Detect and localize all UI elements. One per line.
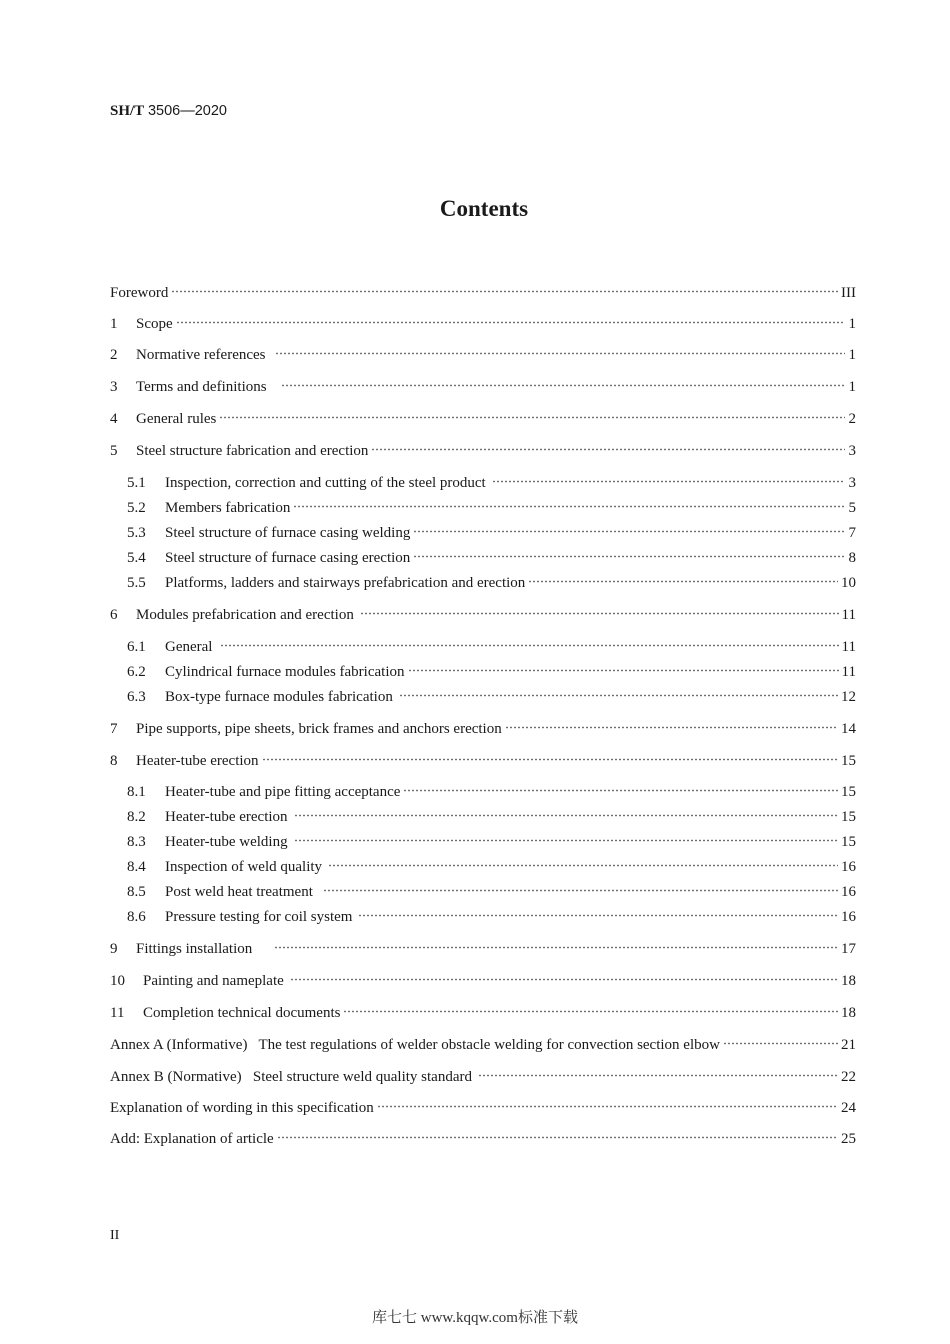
toc-entry-page: 17: [841, 941, 856, 957]
toc-entry-page: 1: [848, 347, 856, 363]
toc-entry-label: Inspection of weld quality: [165, 859, 323, 875]
toc-entry-label: Post weld heat treatment: [165, 884, 313, 900]
toc-entry-page: 11: [841, 664, 856, 680]
toc-entry-number: 6.1: [127, 639, 146, 655]
toc-entry-page: 22: [841, 1069, 856, 1085]
toc-entry-page: 11: [841, 639, 856, 655]
toc-entry-annex-a[interactable]: [110, 1035, 856, 1055]
toc-entry-10[interactable]: [110, 971, 856, 991]
toc-entry-number: 5.2: [127, 500, 146, 516]
toc-entry-label: Pressure testing for coil system: [165, 909, 353, 925]
toc-entry-page: 2: [848, 411, 856, 427]
toc-entry-label: Foreword: [110, 285, 169, 301]
toc-entry-5[interactable]: [110, 441, 856, 461]
toc-leader-dots: [413, 551, 845, 562]
toc-leader-dots: [274, 942, 838, 953]
toc-entry-label: Fittings installation: [136, 941, 253, 957]
toc-entry-label: General rules: [136, 411, 217, 427]
toc-entry-page: 15: [841, 834, 856, 850]
toc-entry-page: 5: [848, 500, 856, 516]
toc-entry-label: Add: Explanation of article: [110, 1131, 274, 1147]
toc-leader-dots: [723, 1038, 838, 1049]
toc-entry-number: 8.6: [127, 909, 146, 925]
toc-entry-1[interactable]: [110, 314, 856, 334]
toc-entry-3[interactable]: [110, 377, 856, 397]
toc-entry-number: 5.1: [127, 475, 146, 491]
toc-entry-number: 2: [110, 347, 118, 363]
toc-entry-page: 15: [841, 784, 856, 800]
toc-entry-number: 8.2: [127, 809, 146, 825]
toc-entry-page: 24: [841, 1100, 856, 1116]
toc-entry-number: 6: [110, 607, 118, 623]
toc-entry-number: 8.1: [127, 784, 146, 800]
toc-entry-page: 25: [841, 1131, 856, 1147]
toc-entry-number: 3: [110, 379, 118, 395]
toc-entry-label: Completion technical documents: [143, 1005, 341, 1021]
page-title: Contents: [439, 196, 529, 221]
toc-entry-5-2[interactable]: [127, 498, 856, 518]
toc-entry-page: 11: [841, 607, 856, 623]
toc-entry-page: 15: [841, 753, 856, 769]
toc-entry-label: Heater-tube welding: [165, 834, 288, 850]
toc-leader-dots: [219, 412, 845, 423]
toc-entry-explanation-wording[interactable]: [110, 1098, 856, 1118]
toc-leader-dots: [413, 526, 845, 537]
toc-leader-dots: [360, 608, 839, 619]
toc-entry-page: 16: [841, 909, 856, 925]
toc-entry-page: 7: [848, 525, 856, 541]
toc-entry-number: 8.4: [127, 859, 146, 875]
toc-entry-number: 8.5: [127, 884, 146, 900]
toc-entry-label: Pipe supports, pipe sheets, brick frames and anchors erection: [136, 721, 502, 737]
toc-entry-number: 6.2: [127, 664, 146, 680]
toc-entry-label: Modules prefabrication and erection: [136, 607, 354, 623]
toc-entry-page: 18: [841, 1005, 856, 1021]
toc-entry-number: 4: [110, 411, 118, 427]
toc-entry-label: Box-type furnace modules fabrication: [165, 689, 393, 705]
toc-entry-page: 16: [841, 859, 856, 875]
toc-leader-dots: [358, 910, 838, 921]
toc-leader-dots: [408, 665, 839, 676]
toc-entry-label: Inspection, correction and cutting of the steel product: [165, 475, 486, 491]
toc-entry-6-2[interactable]: [127, 662, 856, 682]
toc-leader-dots: [478, 1070, 838, 1081]
toc-entry-label: Heater-tube erection: [136, 753, 259, 769]
toc-leader-dots: [281, 380, 845, 391]
toc-entry-label: Normative references: [136, 347, 266, 363]
toc-entry-9[interactable]: [110, 939, 856, 959]
toc-entry-6[interactable]: [110, 605, 856, 625]
toc-entry-page: 16: [841, 884, 856, 900]
toc-entry-number: 10: [110, 973, 125, 989]
toc-entry-label: Heater-tube and pipe fitting acceptance: [165, 784, 401, 800]
toc-leader-dots: [293, 501, 845, 512]
footer-watermark: 库七七 www.kqqw.com标准下载: [372, 1310, 578, 1326]
toc-entry-page: 3: [848, 475, 856, 491]
toc-entry-number: 6.3: [127, 689, 146, 705]
toc-leader-dots: [220, 640, 838, 651]
toc-entry-label: Cylindrical furnace modules fabrication: [165, 664, 405, 680]
toc-leader-dots: [294, 810, 838, 821]
standard-code: [110, 103, 227, 120]
toc-entry-5-5[interactable]: [127, 573, 856, 593]
toc-entry-2[interactable]: [110, 345, 856, 365]
toc-entry-page: 8: [848, 550, 856, 566]
toc-entry-page: 1: [848, 379, 856, 395]
toc-entry-label: Explanation of wording in this specification: [110, 1100, 374, 1116]
standard-code-number: 3506—2020: [147, 103, 227, 119]
toc-entry-label: Scope: [136, 316, 173, 332]
toc-entry-label: Terms and definitions: [136, 379, 267, 395]
toc-leader-dots: [176, 317, 845, 328]
toc-entry-8-4[interactable]: [127, 857, 856, 877]
toc-leader-dots: [371, 444, 845, 455]
toc-entry-4[interactable]: [110, 409, 856, 429]
toc-entry-number: 5.4: [127, 550, 146, 566]
toc-entry-number: 5.3: [127, 525, 146, 541]
toc-entry-number: 7: [110, 721, 118, 737]
toc-entry-label: Steel structure of furnace casing welding: [165, 525, 411, 541]
toc-entry-foreword[interactable]: [110, 283, 856, 303]
toc-entry-number: 11: [110, 1005, 125, 1021]
toc-entry-number: 1: [110, 316, 118, 332]
toc-entry-5-1[interactable]: [127, 473, 856, 493]
toc-entry-explanation-article[interactable]: [110, 1129, 856, 1149]
toc-entry-annex-b[interactable]: [110, 1067, 856, 1087]
toc-entry-8-3[interactable]: [127, 832, 856, 852]
toc-leader-dots: [171, 286, 838, 297]
toc-leader-dots: [294, 835, 838, 846]
toc-leader-dots: [377, 1101, 838, 1112]
toc-entry-number: 5: [110, 443, 118, 459]
toc-leader-dots: [277, 1132, 838, 1143]
toc-entry-label: Members fabrication: [165, 500, 291, 516]
toc-entry-5-4[interactable]: [127, 548, 856, 568]
toc-entry-number: 9: [110, 941, 118, 957]
standard-code-prefix: SH/T: [110, 103, 145, 119]
toc-entry-number: 8.3: [127, 834, 146, 850]
toc-entry-page: 12: [841, 689, 856, 705]
toc-leader-dots: [275, 348, 845, 359]
toc-leader-dots: [505, 722, 838, 733]
toc-entry-label: General: [165, 639, 213, 655]
toc-entry-page: 21: [841, 1037, 856, 1053]
toc-leader-dots: [328, 860, 838, 871]
toc-entry-page: 18: [841, 973, 856, 989]
toc-entry-8-6[interactable]: [127, 907, 856, 927]
toc-entry-11[interactable]: [110, 1003, 856, 1023]
page-number: II: [110, 1228, 120, 1243]
toc-leader-dots: [290, 974, 838, 985]
toc-entry-label: Platforms, ladders and stairways prefabrication and erection: [165, 575, 526, 591]
toc-entry-8-1[interactable]: [127, 782, 856, 802]
toc-entry-page: 15: [841, 809, 856, 825]
toc-entry-label: Painting and nameplate: [143, 973, 284, 989]
toc-entry-8-2[interactable]: [127, 807, 856, 827]
toc-leader-dots: [492, 476, 845, 487]
toc-entry-label: Steel structure fabrication and erection: [136, 443, 369, 459]
toc-entry-8[interactable]: [110, 751, 856, 771]
toc-entry-label: Annex A (Informative) The test regulations of welder obstacle welding for convection section elbow: [110, 1037, 720, 1053]
toc-entry-page: 1: [848, 316, 856, 332]
toc-entry-page: 10: [841, 575, 856, 591]
toc-leader-dots: [343, 1006, 838, 1017]
toc-entry-label: Steel structure of furnace casing erection: [165, 550, 411, 566]
toc-leader-dots: [262, 754, 838, 765]
toc-entry-number: 8: [110, 753, 118, 769]
toc-entry-number: 5.5: [127, 575, 146, 591]
toc-leader-dots: [399, 690, 838, 701]
toc-entry-8-5[interactable]: [127, 882, 856, 902]
toc-entry-page: III: [841, 285, 856, 301]
toc-entry-7[interactable]: [110, 719, 856, 739]
toc-entry-label: Annex B (Normative) Steel structure weld quality standard: [110, 1069, 472, 1085]
toc-leader-dots: [323, 885, 838, 896]
toc-entry-page: 3: [848, 443, 856, 459]
toc-leader-dots: [528, 576, 838, 587]
toc-entry-6-1[interactable]: [127, 637, 856, 657]
toc-entry-page: 14: [841, 721, 856, 737]
toc-entry-6-3[interactable]: [127, 687, 856, 707]
toc-leader-dots: [403, 785, 838, 796]
toc-entry-label: Heater-tube erection: [165, 809, 288, 825]
toc-entry-5-3[interactable]: [127, 523, 856, 543]
